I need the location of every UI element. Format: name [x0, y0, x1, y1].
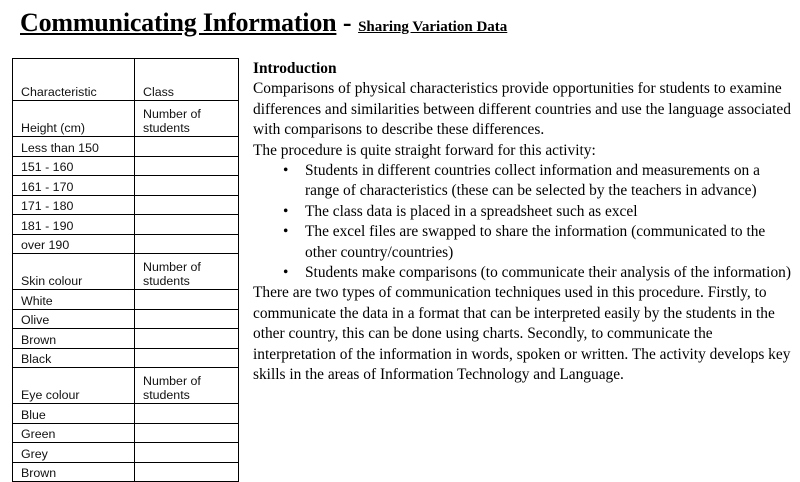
count-cell[interactable]: [135, 443, 239, 463]
title-dash: -: [336, 8, 359, 37]
header-characteristic: Characteristic: [13, 59, 135, 101]
list-item-text: The excel files are swapped to share the information (communicated to the other country/countries): [305, 223, 766, 261]
title-subtitle: Sharing Variation Data: [358, 19, 508, 35]
row-label: 171 - 180: [13, 195, 135, 215]
row-label: 151 - 160: [13, 156, 135, 176]
count-cell[interactable]: [135, 176, 239, 196]
count-cell[interactable]: [135, 234, 239, 254]
bullet-icon: •: [283, 264, 289, 282]
list-item-text: Students in different countries collect information and measurements on a range of characteristics (these can be selected by the teachers in advance): [305, 162, 760, 200]
count-cell[interactable]: [135, 290, 239, 310]
list-item-text: The class data is placed in a spreadsheet such as excel: [305, 202, 638, 220]
count-cell[interactable]: [135, 215, 239, 235]
bullet-icon: •: [283, 162, 289, 180]
section-label: Skin colour: [13, 254, 135, 290]
page-title: [20, 8, 790, 38]
row-label: over 190: [13, 234, 135, 254]
row-label: 161 - 170: [13, 176, 135, 196]
section-label: Eye colour: [13, 368, 135, 404]
row-label: Green: [13, 423, 135, 443]
bullet-icon: •: [283, 223, 289, 241]
section-label: Height (cm): [13, 101, 135, 137]
count-label: Number of students: [135, 254, 239, 290]
list-item: [283, 161, 793, 202]
table-row: [13, 443, 239, 463]
row-label: Blue: [13, 404, 135, 424]
procedure-list: [253, 161, 793, 283]
section-skin-header: [13, 254, 239, 290]
title-main: Communicating Information: [20, 8, 337, 37]
table-row: [13, 137, 239, 157]
table-row: [13, 329, 239, 349]
table-row: [13, 156, 239, 176]
count-cell[interactable]: [135, 156, 239, 176]
section-eye-header: [13, 368, 239, 404]
table-row: [13, 195, 239, 215]
table-row: [13, 404, 239, 424]
row-label: Olive: [13, 309, 135, 329]
table-row: [13, 423, 239, 443]
intro-paragraph: Comparisons of physical characteristics provide opportunities for students to examine differences and similarities between different countries and use the language associated with comparisons to describe these differences.: [253, 80, 791, 139]
table-row: [13, 290, 239, 310]
count-cell[interactable]: [135, 423, 239, 443]
row-label: Less than 150: [13, 137, 135, 157]
header-class: Class: [135, 59, 239, 101]
table-row: [13, 215, 239, 235]
count-label: Number of students: [135, 368, 239, 404]
table-row: [13, 176, 239, 196]
bullet-icon: •: [283, 202, 289, 220]
count-cell[interactable]: [135, 329, 239, 349]
table-row: [13, 309, 239, 329]
table-header-row: [13, 59, 239, 101]
count-label: Number of students: [135, 101, 239, 137]
list-item: [283, 263, 793, 283]
list-item: [283, 222, 793, 263]
row-label: 181 - 190: [13, 215, 135, 235]
count-cell[interactable]: [135, 309, 239, 329]
list-item: [283, 202, 793, 222]
section-height-header: [13, 101, 239, 137]
count-cell[interactable]: [135, 137, 239, 157]
introduction-text: [253, 59, 793, 386]
count-cell[interactable]: [135, 404, 239, 424]
row-label: Brown: [13, 462, 135, 482]
table-row: [13, 348, 239, 368]
variation-data-table: [12, 58, 239, 482]
closing-paragraph: There are two types of communication techniques used in this procedure. Firstly, to communicate the data in a format that can be interpreted easily by the students in the other country, this can be done using charts. Secondly, to communicate the interpretation of the information in words, spoken or written. The activity develops key skills in the areas of Information Technology and Language.: [253, 284, 791, 384]
row-label: Brown: [13, 329, 135, 349]
section-heading: Introduction: [253, 60, 337, 77]
count-cell[interactable]: [135, 348, 239, 368]
count-cell[interactable]: [135, 195, 239, 215]
row-label: Black: [13, 348, 135, 368]
procedure-paragraph: The procedure is quite straight forward for this activity:: [253, 141, 596, 159]
table-row: [13, 234, 239, 254]
list-item-text: Students make comparisons (to communicate their analysis of the information): [305, 264, 791, 282]
row-label: Grey: [13, 443, 135, 463]
row-label: White: [13, 290, 135, 310]
